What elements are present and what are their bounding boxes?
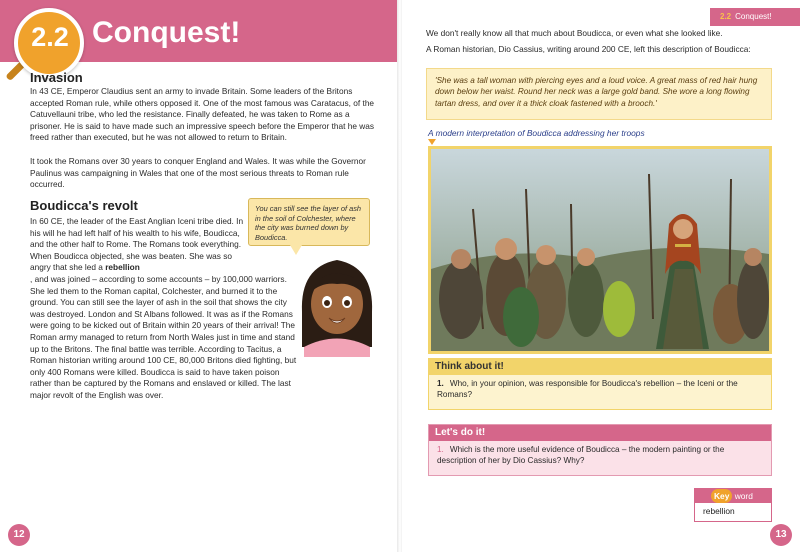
chapter-number: 2.2 — [31, 22, 69, 52]
invasion-paragraph-2: It took the Romans over 30 years to conquer England and Wales. It was while the Governor Paulinus was campaigning in Wales that one of the most serious threats to Roman rule occurred. — [30, 156, 366, 190]
doit-question-number: 1. — [437, 445, 444, 454]
heading-invasion: Invasion — [30, 70, 83, 85]
think-about-it-question — [429, 375, 771, 401]
keyword-rebellion-inline: rebellion — [105, 262, 140, 273]
caption-arrow-icon — [428, 139, 436, 145]
left-page — [0, 0, 398, 552]
think-about-it-heading: Think about it! — [429, 359, 771, 375]
revolt-text-start: In 60 CE, the leader of the East Anglian Iceni tribe died. In his will he had left half of his wealth to his wife, Boudicca, and the other half to Rome. The Romans took everything. When Boudicca objected, she was beaten. She was so angry that she led a — [30, 216, 244, 273]
intro-line-1: We don't really know all that much about Boudicca, or even what she looked like. — [426, 28, 723, 38]
think-question-text: Who, in your opinion, was responsible for Boudicca's rebellion – the Iceni or the Romans? — [437, 379, 738, 400]
keyword-key-label: Key — [711, 489, 732, 503]
boudicca-painting — [428, 146, 772, 354]
intro-line-2: A Roman historian, Dio Cassius, writing around 200 CE, left this description of Boudicca: — [426, 44, 751, 54]
invasion-paragraph-1: In 43 CE, Emperor Claudius sent an army to invade Britain. Some leaders of the Britons accepted Roman rule, while others opposed it. One of the most famous was Caratacus, of the Catuvellauni tribe, who led the resistance. Finally defeated, he was taken to Rome as a prisoner. He is said to have made such an impressive speech before the Emperor that he was freed rather than executed, but he was not allowed to return to Britain. — [30, 86, 375, 143]
left-page-number: 12 — [8, 524, 30, 546]
keyword-box-heading — [695, 489, 771, 503]
right-page — [402, 0, 800, 552]
think-question-number: 1. — [437, 379, 444, 388]
revolt-paragraph-top — [30, 216, 244, 274]
right-page-number: 13 — [770, 524, 792, 546]
dio-cassius-quote: 'She was a tall woman with piercing eyes and a loud voice. A great mass of red hair hung down below her waist. Round her neck was a large gold band. She wore a long flowing tartan dress, and over it a thick cloak fastened with a brooch.' — [426, 68, 772, 120]
section-tag — [710, 8, 800, 26]
keyword-word-label: word — [734, 491, 753, 501]
section-tag-title: Conquest! — [735, 12, 772, 21]
speech-bubble: You can still see the layer of ash in the soil of Colchester, where the city was burned down by Boudicca. — [248, 198, 370, 246]
keyword-box — [694, 488, 772, 522]
lets-do-it-box — [428, 424, 772, 476]
think-about-it-box — [428, 358, 772, 410]
painting-caption: A modern interpretation of Boudicca addressing her troops — [428, 128, 645, 138]
doit-question-text: Which is the more useful evidence of Boudicca – the modern painting or the description of her by Dio Cassius? Why? — [437, 445, 725, 466]
lets-do-it-heading: Let's do it! — [429, 425, 771, 441]
keyword-term: rebellion — [703, 506, 735, 516]
chapter-title: Conquest! — [92, 16, 241, 49]
student-illustration — [292, 252, 382, 357]
boudicca-painting-image — [431, 149, 769, 351]
revolt-text-rest: , and was joined – according to some accounts – by 100,000 warriors. She led them to the Roman capital, Colchester, and burned it to the ground. You can still see the layer of ash in the soil that shows the city was destroyed. London and St Albans followed. It was as if the Romans were going to be kicked out of Britain within 20 years of their arrival! The Roman army managed to return from North Wales just in time and stand up to the Britons. The final battle was terrible. According to Tacitus, a Roman historian writing around 100 CE, 80,000 Britons died fighting, but only 400 Romans were killed. Boudicca is said to have taken poison rather than be captured by the Romans and enslaved or killed. The last major revolt of the English was over. — [30, 274, 297, 400]
lets-do-it-question — [429, 441, 771, 467]
heading-boudiccas-revolt: Boudicca's revolt — [30, 198, 138, 213]
section-tag-number: 2.2 — [720, 12, 732, 21]
